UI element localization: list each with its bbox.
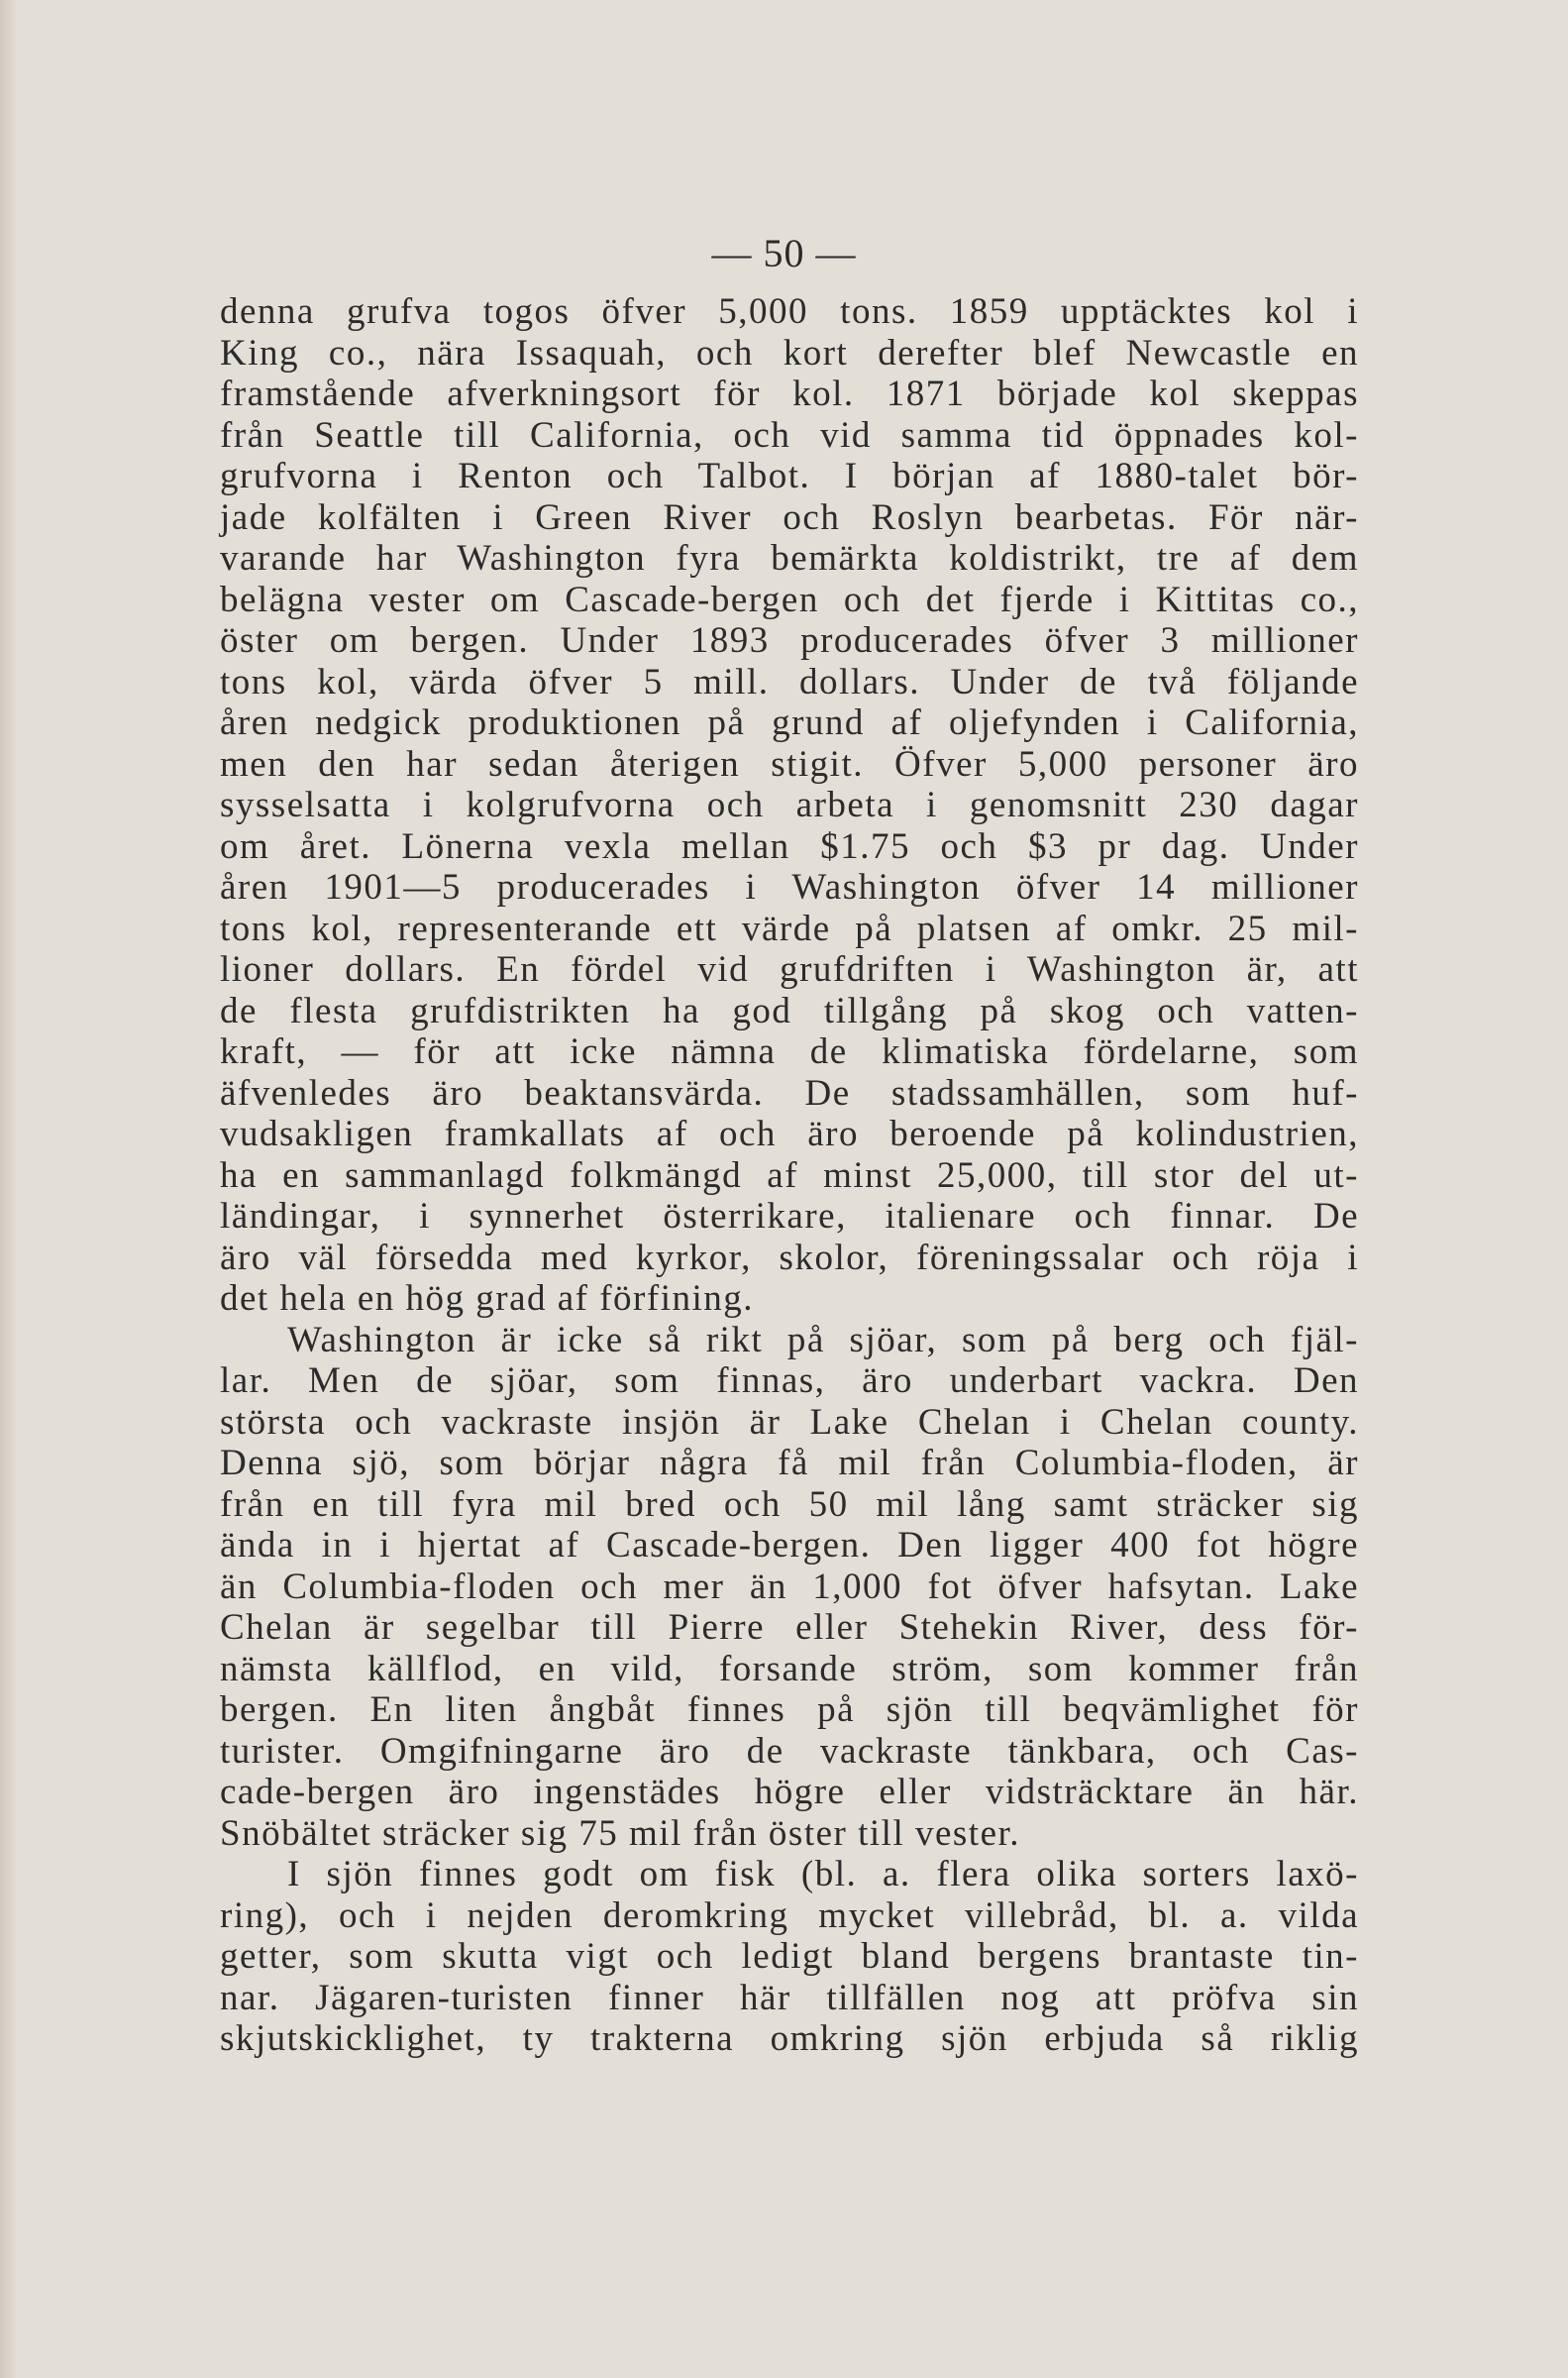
text-line: lioner dollars. En fördel vid grufdriften i Washington är, att — [220, 949, 1359, 990]
text-line: från Seattle till California, och vid samma tid öppnades kol- — [220, 414, 1359, 456]
text-line: än Columbia-floden och mer än 1,000 fot öfver hafsytan. Lake — [220, 1566, 1359, 1607]
text-line: Washington är icke så rikt på sjöar, som på berg och fjäl- — [287, 1319, 1359, 1360]
body-text — [220, 291, 1359, 2060]
text-line: vudsakligen framkallats af och äro beroende på kolindustrien, — [220, 1114, 1359, 1154]
page-gutter-shadow — [0, 0, 18, 2378]
text-line: grufvorna i Renton och Talbot. I början af 1880-talet bör- — [220, 456, 1359, 496]
text-line: åren 1901—5 producerades i Washington öfver 14 millioner — [220, 867, 1359, 908]
text-line: turister. Omgifningarne äro de vackraste tänkbara, och Cas- — [220, 1730, 1359, 1772]
text-line: åren nedgick produktionen på grund af oljefynden i California, — [220, 703, 1359, 743]
text-line: Chelan är segelbar till Pierre eller Stehekin River, dess för- — [220, 1607, 1359, 1648]
text-line: men den har sedan återigen stigit. Öfver 5,000 personer äro — [220, 743, 1359, 785]
text-line: ring), och i nejden deromkring mycket villebråd, bl. a. vilda — [220, 1894, 1359, 1936]
text-line: äro väl försedda med kyrkor, skolor, föreningssalar och röja i — [220, 1237, 1359, 1278]
text-line: största och vackraste insjön är Lake Chelan i Chelan county. — [220, 1401, 1359, 1443]
text-line: tons kol, värda öfver 5 mill. dollars. Under de två följande — [220, 661, 1359, 703]
text-line: getter, som skutta vigt och ledigt bland bergens brantaste tin- — [220, 1936, 1359, 1977]
text-line: King co., nära Issaquah, och kort derefter blef Newcastle en — [220, 332, 1359, 374]
text-line: denna grufva togos öfver 5,000 tons. 1859 upptäcktes kol i — [220, 291, 1359, 332]
text-line: nar. Jägaren-turisten finner här tillfällen nog att pröfva sin — [220, 1977, 1359, 2018]
text-line: de flesta grufdistrikten ha god tillgång på skog och vatten- — [220, 990, 1359, 1031]
text-line: ha en sammanlagd folkmängd af minst 25,000, till stor del ut- — [220, 1154, 1359, 1196]
text-line: det hela en hög grad af förfining. — [220, 1278, 755, 1319]
text-line: skjutskicklighet, ty trakterna omkring sjön erbjuda så riklig — [220, 2018, 1359, 2059]
text-line: ländingar, i synnerhet österrikare, italienare och finnar. De — [220, 1196, 1359, 1237]
text-line: framstående afverkningsort för kol. 1871 började kol skeppas — [220, 374, 1359, 414]
text-line: om året. Lönerna vexla mellan $1.75 och $3 pr dag. Under — [220, 825, 1359, 867]
text-line: öster om bergen. Under 1893 producerades öfver 3 millioner — [220, 620, 1359, 661]
text-line: belägna vester om Cascade-bergen och det fjerde i Kittitas co., — [220, 579, 1359, 620]
page-number: — 50 — — [711, 231, 857, 275]
text-line: jade kolfälten i Green River och Roslyn bearbetas. För när- — [220, 496, 1359, 538]
text-line: tons kol, representerande ett värde på platsen af omkr. 25 mil- — [220, 908, 1359, 949]
text-line: Snöbältet sträcker sig 75 mil från öster till vester. — [220, 1812, 1021, 1854]
text-line: bergen. En liten ångbåt finnes på sjön till beqvämlighet för — [220, 1689, 1359, 1730]
text-line: Denna sjö, som börjar några få mil från Columbia-floden, är — [220, 1443, 1359, 1483]
text-line: cade-bergen äro ingenstädes högre eller vidsträcktare än här. — [220, 1772, 1359, 1812]
text-line: varande har Washington fyra bemärkta koldistrikt, tre af dem — [220, 538, 1359, 579]
text-line: sysselsatta i kolgrufvorna och arbeta i genomsnitt 230 dagar — [220, 785, 1359, 825]
text-line: äfvenledes äro beaktansvärda. De stadssamhällen, som huf- — [220, 1072, 1359, 1114]
text-line: lar. Men de sjöar, som finnas, äro underbart vackra. Den — [220, 1360, 1359, 1401]
text-line: kraft, — för att icke nämna de klimatiska fördelarne, som — [220, 1031, 1359, 1072]
text-line: nämsta källflod, en vild, forsande ström, som kommer från — [220, 1648, 1359, 1689]
text-line: från en till fyra mil bred och 50 mil lång samt sträcker sig — [220, 1483, 1359, 1525]
text-line: ända in i hjertat af Cascade-bergen. Den ligger 400 fot högre — [220, 1525, 1359, 1566]
text-line: I sjön finnes godt om fisk (bl. a. flera olika sorters laxö- — [287, 1854, 1359, 1894]
